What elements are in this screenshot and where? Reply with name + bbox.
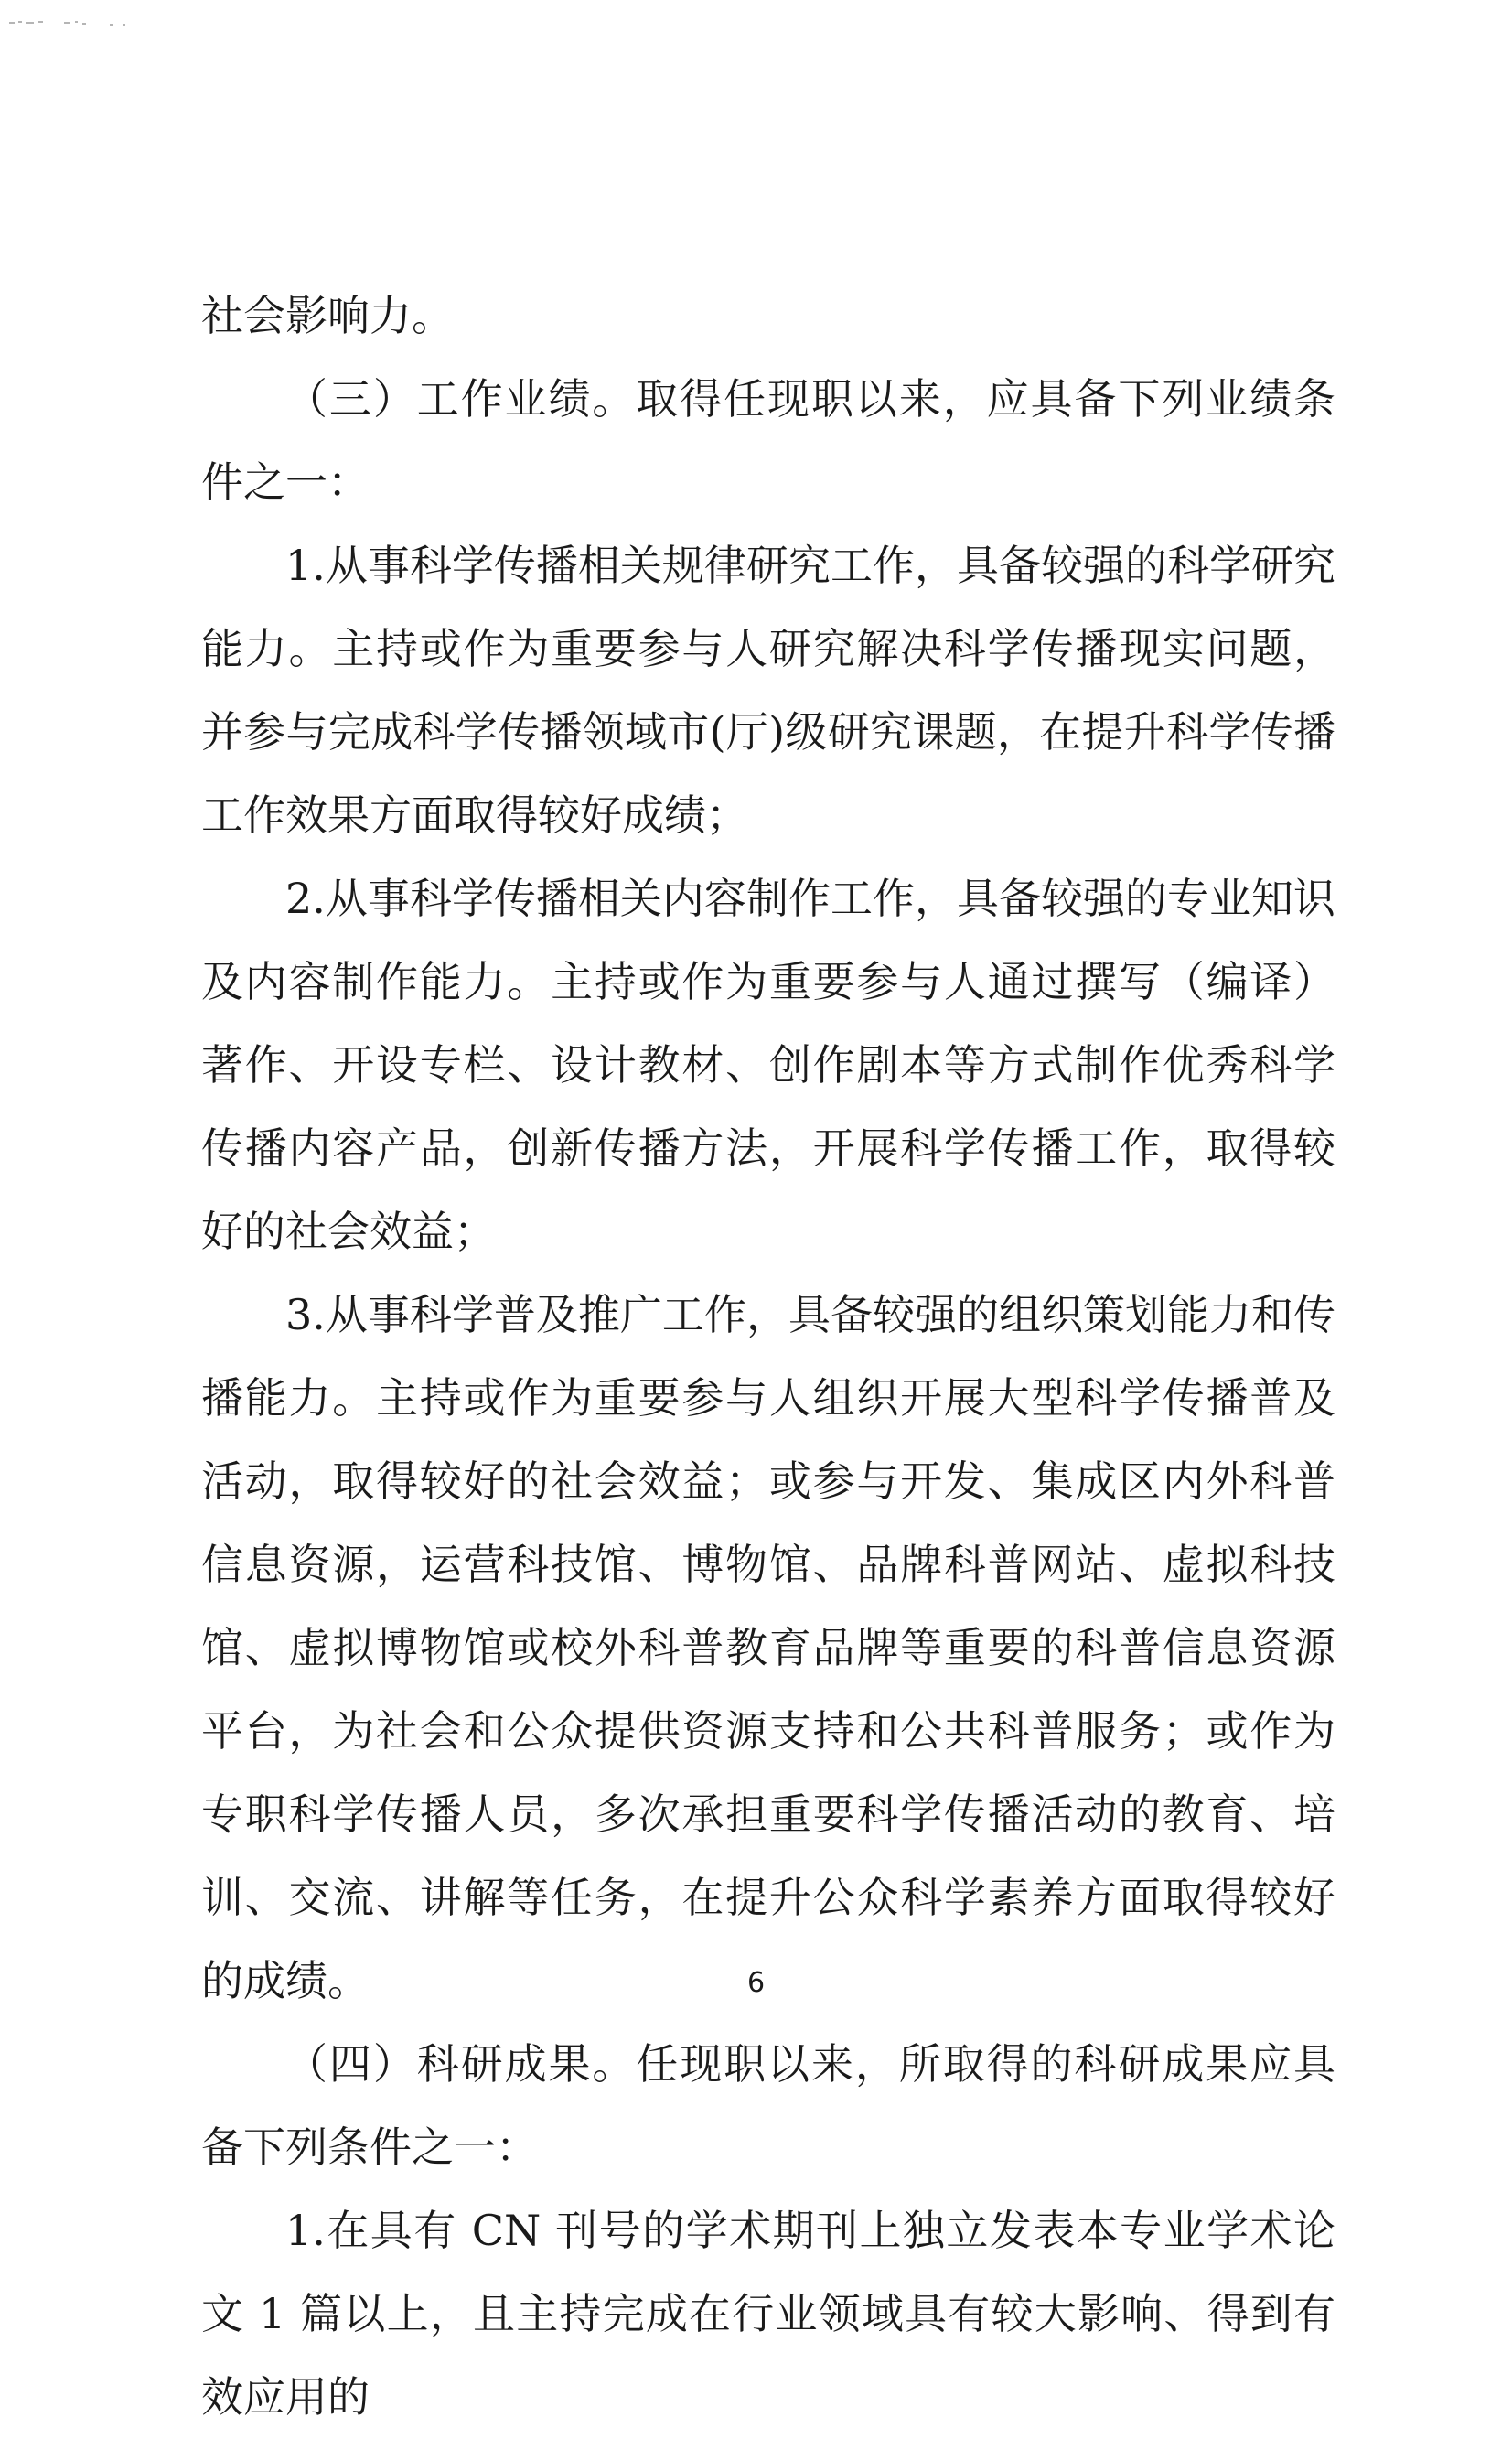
scan-artifact-icon	[9, 18, 137, 27]
paragraph: 1.从事科学传播相关规律研究工作，具备较强的科学研究能力。主持或作为重要参与人研究解决科学传播现实问题，并参与完成科学传播领域市(厅)级研究课题，在提升科学传播工作效果方面取得较好成绩；	[201, 541, 1335, 840]
paragraph: 3.从事科学普及推广工作，具备较强的组织策划能力和传播能力。主持或作为重要参与人组织开展大型科学传播普及活动，取得较好的社会效益；或参与开发、集成区内外科普信息资源，运营科技馆、博物馆、品牌科普网站、虚拟科技馆、虚拟博物馆或校外科普教育品牌等重要的科普信息资源平台，为社会和公众提供资源支持和公共科普服务；或作为专职科学传播人员，多次承担重要科学传播活动的教育、培训、交流、讲解等任务，在提升公众科学素养方面取得较好的成绩。	[201, 1290, 1335, 2005]
body-text	[201, 274, 1335, 2439]
paragraph: 1.在具有 CN 刊号的学术期刊上独立发表本专业学术论文 1 篇以上，且主持完成在行业领域具有较大影响、得到有效应用的	[201, 2206, 1335, 2422]
paragraph: （三）工作业绩。取得任现职以来，应具备下列业绩条件之一：	[201, 374, 1335, 507]
page-number: 6	[746, 1967, 766, 1999]
paragraph: 社会影响力。	[201, 291, 454, 340]
paragraph: （四）科研成果。任现职以来，所取得的科研成果应具备下列条件之一：	[201, 2039, 1335, 2172]
paragraph: 2.从事科学传播相关内容制作工作，具备较强的专业知识及内容制作能力。主持或作为重要参与人通过撰写（编译）著作、开设专栏、设计教材、创作剧本等方式制作优秀科学传播内容产品，创新传播方法，开展科学传播工作，取得较好的社会效益；	[201, 874, 1335, 1256]
